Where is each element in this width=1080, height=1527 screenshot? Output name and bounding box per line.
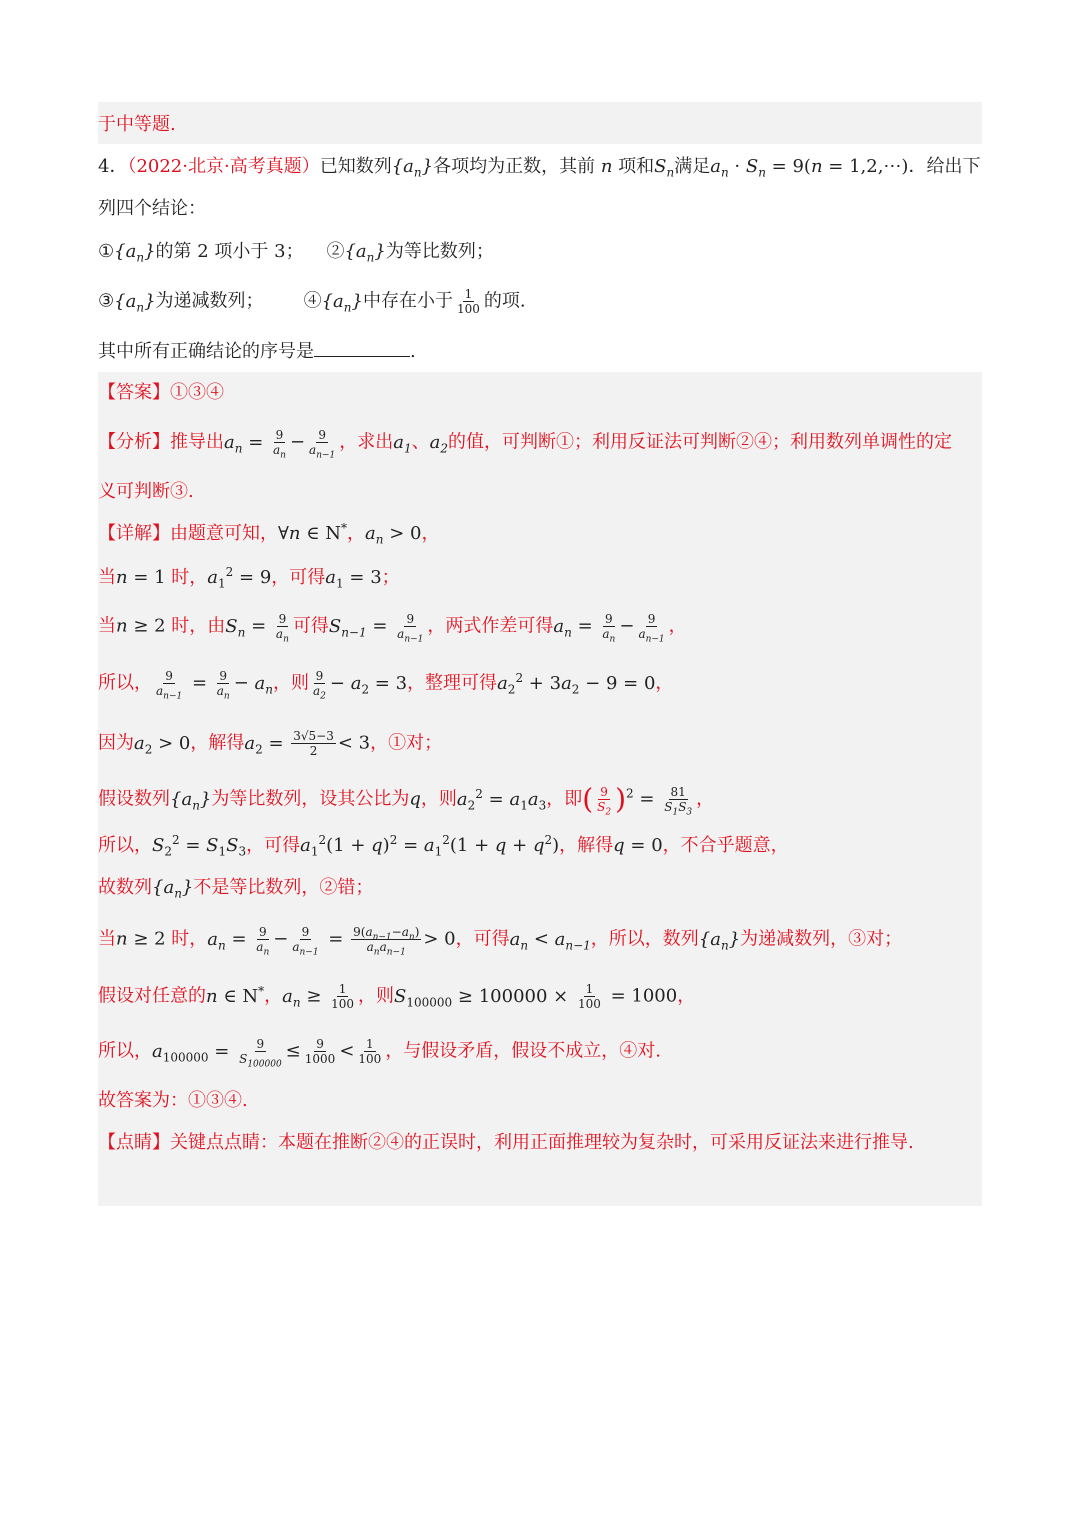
question-line [98, 338, 416, 364]
detail-line-12: 故答案为：①③④. [98, 1090, 248, 1111]
detail-text: ，可得 [246, 835, 301, 856]
analysis-line-2: 义可判断③. [98, 481, 194, 502]
detail-text: ，可得 [271, 567, 326, 588]
detail-line-10: 假设对任意的n ∈ N*，$a_n$ ≥ $\frac{1}{100}$ ，则$S_{100000} \ge 100000$ × $\frac{1}{100}$ = 1000， [98, 982, 696, 1011]
question-end: . [410, 341, 416, 362]
detail-line-1: 【详解】由题意可知，∀n ∈ N*，$a_n > 0$， [98, 521, 440, 547]
detail-text: ， [421, 523, 440, 544]
detail-text: ， [347, 523, 365, 544]
answer-line [98, 381, 224, 405]
detail-text: 为等比数列，设其公比为 [211, 788, 410, 810]
detail-text: ； [381, 567, 400, 588]
detail-line-3: 当n ≥ 2 时，由$S_n$ = $\frac{9}{a_n}$ 可得$S_{n-1}$ = $\frac{9}{a_{n-1}}$ ，两式作差可得$a_n$ = $\frac{9}{a_n}$ − $\frac{9}{a_{n-1}}$ ， [98, 612, 687, 645]
conclusion-text: 的第 2 项小于 3； [155, 241, 304, 262]
problem-line-1: 4．（2022·北京·高考真题）已知数列$\{a_n\}$各项均为正数，其前 n 项和$S_n$满足$a_n \cdot S_n = 9(n$ = 1,2,⋯)．给出下 [98, 156, 981, 180]
detail-line-11: 所以，$a_{100000}$ = $\frac{9}{S_{100000}}$ ≤ $\frac{9}{1000}$ < $\frac{1}{100}$ ，与假设矛盾，假设不成立，④对. [98, 1037, 662, 1070]
detail-text: ， [655, 672, 674, 694]
detail-line-5: 因为$a_2 > 0$，解得$a_2$ = $\frac{3√5-3}{2}$ < 3，①对； [98, 729, 443, 758]
detail-line-4: 所以， $\frac{9}{a_{n-1}}$ = $\frac{9}{a_n}$ − $a_n$，则 $\frac{9}{a_2}$ − $a_2 = 3$，整理可得$a_2^2 + 3a_2 - 9 = 0$， [98, 669, 674, 702]
detail-text: ，则 [420, 788, 457, 810]
analysis-label: 【分析】 [98, 431, 170, 453]
detail-text: ， [677, 985, 696, 1007]
conclusion-text: 为等比数列； [385, 241, 494, 262]
detail-text: ，①对； [370, 732, 443, 754]
detail-text: 当 [98, 615, 116, 637]
detail-text: ， [264, 985, 283, 1007]
detail-text: ，与假设矛盾，假设不成立，④对. [385, 1040, 662, 1062]
conclusion-mark: ② [326, 241, 345, 262]
conclusion-text: 中存在小于 [362, 290, 453, 312]
conclusion-text: 的项. [483, 290, 526, 312]
detail-text: 故数列 [98, 877, 152, 898]
detail-line-7: 所以，$S_2^2 = S_1S_3$，可得$a_1^2(1 + q)^2 = a_1^2(1 + q + q^2)$，解得q = 0，不合乎题意， [98, 833, 789, 859]
detail-text: 当 [98, 928, 116, 950]
detail-text: ，解得 [190, 732, 245, 754]
detail-text: 由题意可知， [170, 523, 278, 544]
problem-stem: 项和 [618, 156, 655, 177]
answer-label: 【答案】 [98, 382, 170, 403]
conclusion-mark: ③ [98, 290, 115, 312]
detail-text: ，所以，数列 [590, 928, 699, 950]
detail-line-9: 当n ≥ 2 时，$a_n$ = $\frac{9}{a_n}$ − $\frac{9}{a_{n-1}}$ = $\frac{9(a_{n-1}-a_n)}{a_na_{n-1}}$ > 0，可得$a_n < a_{n-1}$，所以，数列$\{a_n\}$为递减数列，③对； [98, 925, 903, 958]
detail-text: 为递减数列，③对； [740, 928, 903, 950]
detail-text: 所以， [98, 1040, 152, 1062]
detail-text: ， [668, 615, 687, 637]
comment-text: 关键点点睛：本题在推断②④的正误时，利用正面推理较为复杂时，可采用反证法来进行推导. [170, 1132, 914, 1153]
answer-value: ①③④ [170, 382, 224, 403]
detail-text: ， [696, 788, 715, 810]
detail-text: 假设对任意的 [98, 985, 206, 1007]
conclusions-1-2: $①\{a_n\}$的第 2 项小于 3； $②\{a_n\}$为等比数列； [98, 241, 494, 265]
analysis-text: 的值，可判断①；利用反证法可判断②④；利用数列单调性的定 [448, 431, 953, 453]
problem-stem: 满足 [674, 156, 711, 177]
detail-text: 所以， [98, 672, 152, 694]
detail-text: ，则 [273, 672, 309, 694]
detail-line-6: 假设数列$\{a_n\}$为等比数列，设其公比为q，则$a_2^2 = a_1a_3$，即( $\frac{9}{S_2}$ )$^2$ = $\frac{81}{S_1S_3}$ ， [98, 782, 715, 818]
conclusion-mark: ① [98, 241, 115, 262]
detail-text: 不是等比数列，②错； [193, 877, 374, 898]
question-text: 其中所有正确结论的序号是 [98, 341, 314, 362]
detail-text: 因为 [98, 732, 134, 754]
conclusion-mark: ④ [303, 290, 322, 312]
analysis-line-1: 【分析】推导出$a_n$ = $\frac{9}{a_n}$ − $\frac{9}{a_{n-1}}$ ，求出$a_1$、$a_2$的值，可判断①；利用反证法可判断②④；利用数列单调性的定 [98, 428, 953, 461]
detail-text: ，两式作差可得 [427, 615, 554, 637]
problem-stem: 各项均为正数，其前 [433, 156, 596, 177]
analysis-text: 、 [411, 431, 430, 453]
comment-line [98, 1131, 914, 1155]
conclusion-text: 为递减数列； [155, 290, 264, 312]
top-note: 于中等题. [98, 114, 176, 135]
detail-text: ，可得 [455, 928, 510, 950]
detail-text: 可得 [292, 615, 329, 637]
comment-label: 【点睛】 [98, 1132, 170, 1153]
problem-number: 4． [98, 156, 128, 177]
detail-label: 【详解】 [98, 523, 170, 544]
analysis-text: 推导出 [170, 431, 224, 453]
detail-text: ，不合乎题意， [662, 835, 789, 856]
detail-text: 时，由 [171, 615, 226, 637]
top-note-shade [98, 102, 982, 144]
problem-line-2: 列四个结论： [98, 198, 206, 219]
detail-text: 所以， [98, 835, 152, 856]
conclusions-3-4: $③\{a_n\}$为递减数列； $④\{a_n\}$中存在小于 $\frac{1}{100}$ 的项. [98, 287, 526, 316]
analysis-text: ，求出 [339, 431, 394, 453]
detail-text: ，解得 [559, 835, 614, 856]
detail-text: 时， [171, 928, 208, 950]
detail-line-2: 当n = 1 时，$a_1^2 = 9$，可得$a_1 = 3$； [98, 565, 400, 591]
problem-stem: ．给出下 [908, 156, 981, 177]
answer-blank [314, 338, 410, 357]
problem-stem: 已知数列 [319, 156, 392, 177]
problem-source: （2022·北京·高考真题） [127, 156, 320, 177]
detail-text: ，整理可得 [407, 672, 498, 694]
detail-text: 时， [171, 567, 208, 588]
detail-text: ，即 [546, 788, 583, 810]
detail-line-8: 故数列$\{a_n\}$不是等比数列，②错； [98, 877, 374, 901]
detail-text: 当 [98, 567, 116, 588]
detail-text: 假设数列 [98, 788, 170, 810]
detail-text: ，则 [358, 985, 395, 1007]
